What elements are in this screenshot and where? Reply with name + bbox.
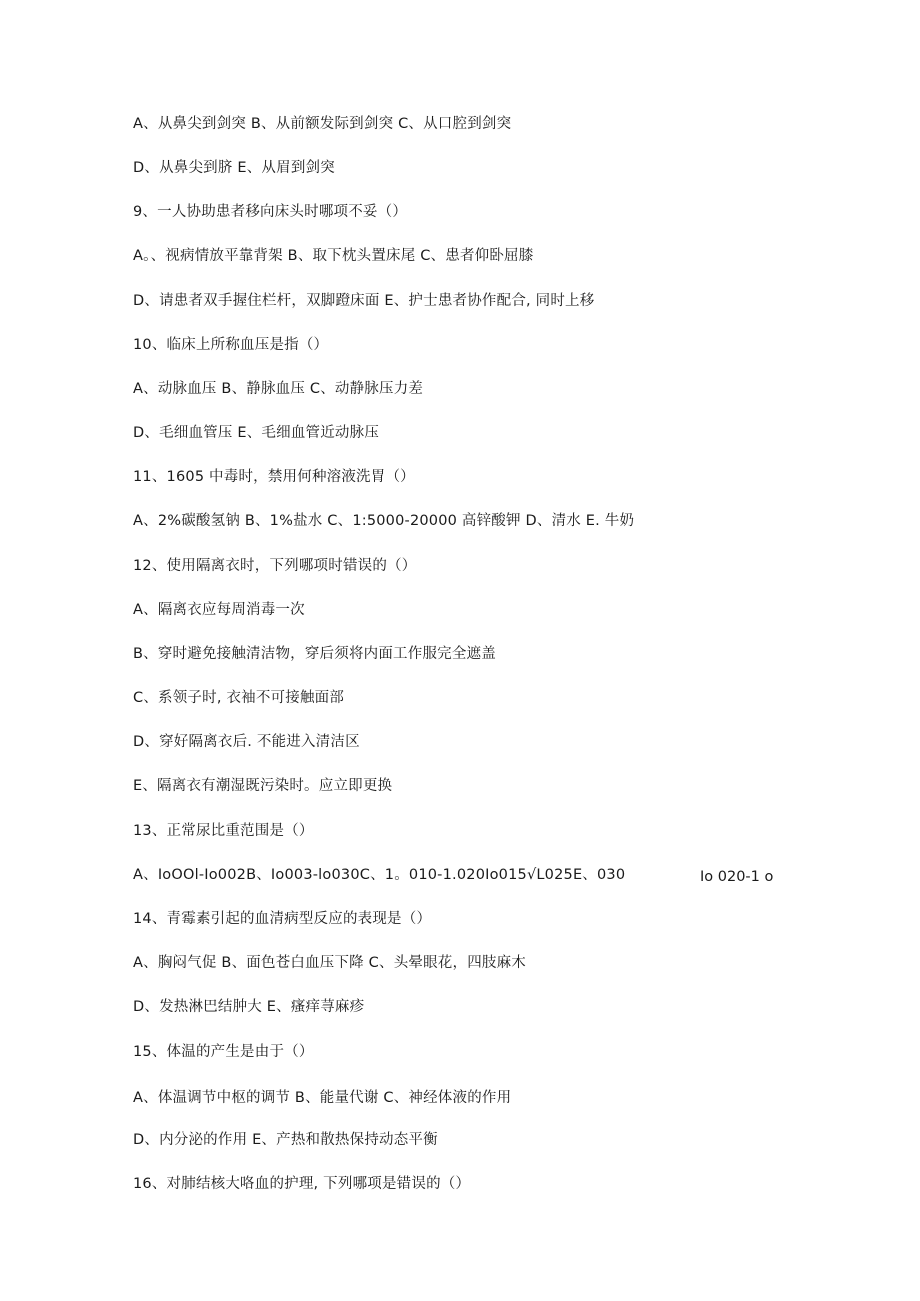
question-line: 10、临床上所称血压是指（） [133, 337, 329, 353]
option-line: D、请患者双手握住栏杆，双脚蹬床面 E、护士患者协作配合, 同时上移 [133, 293, 595, 309]
option-line: E、隔离衣有潮湿既污染时。应立即更换 [133, 778, 393, 794]
option-line: C、系领子时, 衣袖不可接触面部 [133, 690, 345, 706]
question-line: 15、体温的产生是由于（） [133, 1044, 314, 1060]
option-line: A、动脉血压 B、静脉血压 C、动静脉压力差 [133, 381, 424, 397]
option-line: A、IoOOl-Io002B、Io003-lo030C、1。010-1.020Io015√L025E、030 [133, 867, 626, 883]
option-line: B、穿时避免接触清洁物，穿后须将内面工作服完全遮盖 [133, 646, 496, 662]
option-line: D、毛细血管压 E、毛细血管近动脉压 [133, 425, 380, 441]
question-line: 13、正常尿比重范围是（） [133, 823, 314, 839]
side-note: Io 020-1 o [700, 869, 774, 885]
option-line: D、内分泌的作用 E、产热和散热保持动态平衡 [133, 1132, 438, 1148]
question-line: 12、使用隔离衣时，下列哪项时错误的（） [133, 558, 417, 574]
question-line: 9、一人协助患者移向床头时哪项不妥（） [133, 204, 408, 220]
option-line: A、2%碳酸氢钠 B、1%盐水 C、1:5000-20000 高锌酸钾 D、清水 E. 牛奶 [133, 513, 635, 529]
option-line: D、发热淋巴结肿大 E、瘙痒荨麻疹 [133, 999, 365, 1015]
option-line: A、体温调节中枢的调节 B、能量代谢 C、神经体液的作用 [133, 1090, 512, 1106]
question-line: 16、对肺结核大咯血的护理, 下列哪项是错误的（） [133, 1176, 471, 1192]
option-line: D、从鼻尖到脐 E、从眉到剑突 [133, 160, 335, 176]
option-line: A、隔离衣应每周消毒一次 [133, 602, 305, 618]
option-line: A、胸闷气促 B、面色苍白血压下降 C、头晕眼花，四肢麻木 [133, 955, 527, 971]
option-line: D、穿好隔离衣后. 不能进入清洁区 [133, 734, 360, 750]
question-line: 14、青霉素引起的血清病型反应的表现是（） [133, 911, 432, 927]
option-line: A。、视病情放平靠背架 B、取下枕头置床尾 C、患者仰卧屈膝 [133, 248, 534, 264]
option-line: A、从鼻尖到剑突 B、从前额发际到剑突 C、从口腔到剑突 [133, 116, 512, 132]
question-line: 11、1605 中毒时，禁用何种溶液洗胃（） [133, 469, 415, 485]
